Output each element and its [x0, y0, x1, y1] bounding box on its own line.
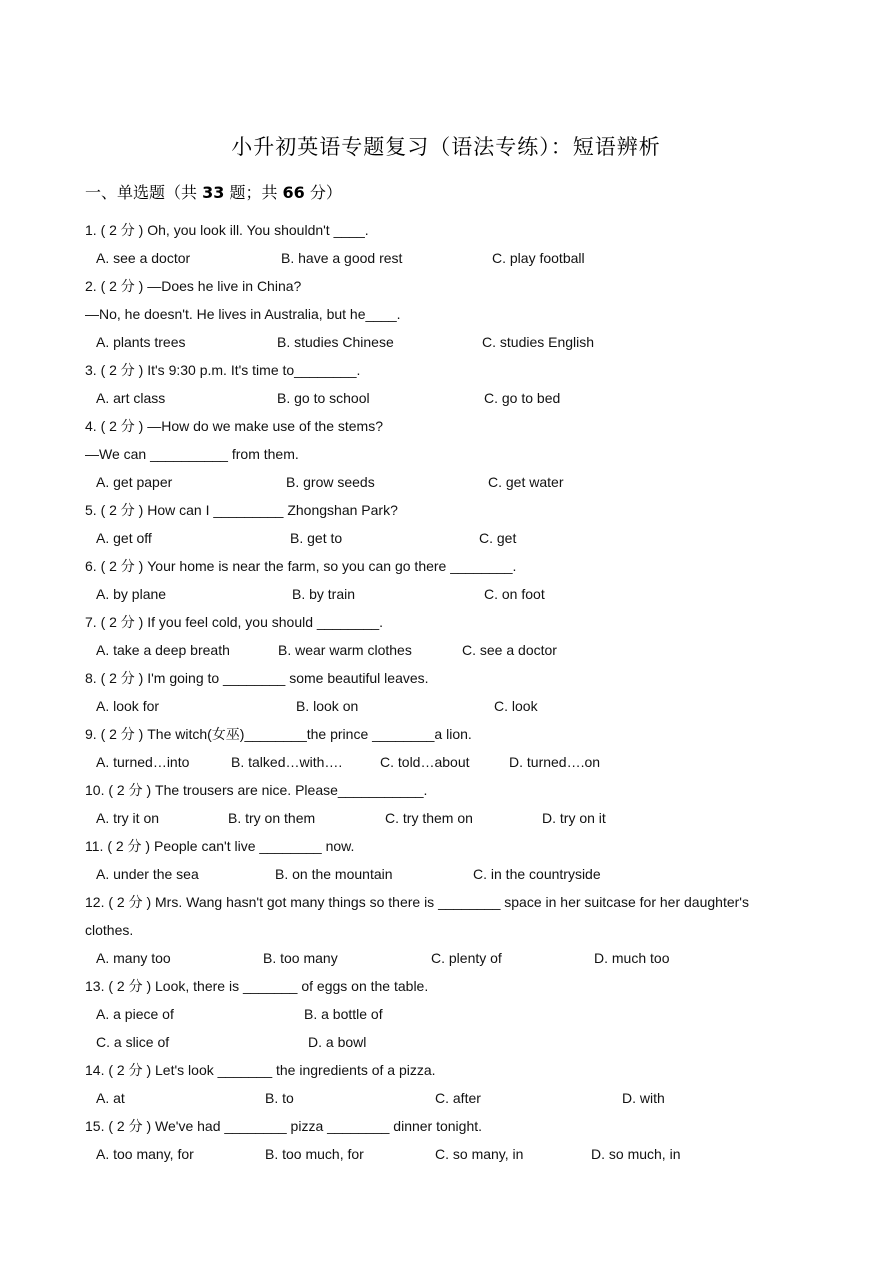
question-1-option-a: A. see a doctor [96, 250, 191, 266]
question-12-stem: 12. ( 2 分 ) Mrs. Wang hasn't got many things so there is ________ space in her suitcase for her daughter's [85, 894, 749, 910]
question-6-options [96, 585, 856, 603]
question-14-options [96, 1089, 856, 1107]
question-10-option-b: B. try on them [228, 810, 316, 826]
question-14-option-d: D. with [622, 1090, 665, 1106]
question-5-option-b: B. get to [290, 530, 343, 546]
section-heading: 一、单选题（共 33 题；共 66 分） [85, 183, 342, 202]
question-11-option-a: A. under the sea [96, 866, 199, 882]
question-2-option-c: C. studies English [482, 334, 595, 350]
question-13-option-b: B. a bottle of [304, 1006, 383, 1022]
question-11-option-c: C. in the countryside [473, 866, 601, 882]
question-14-stem: 14. ( 2 分 ) Let's look _______ the ingredients of a pizza. [85, 1062, 436, 1078]
question-13-options-row-2 [96, 1033, 856, 1051]
question-10-option-c: C. try them on [385, 810, 473, 826]
question-6-option-a: A. by plane [96, 586, 167, 602]
question-4-option-a: A. get paper [96, 474, 173, 490]
question-14-option-c: C. after [435, 1090, 481, 1106]
question-7-option-b: B. wear warm clothes [278, 642, 412, 658]
question-2-options [96, 333, 856, 351]
question-7-stem: 7. ( 2 分 ) If you feel cold, you should ________. [85, 614, 384, 630]
question-9-option-b: B. talked…with…. [231, 754, 343, 770]
question-15-option-d: D. so much, in [591, 1146, 681, 1162]
question-5-option-c: C. get [479, 530, 517, 546]
question-2-option-a: A. plants trees [96, 334, 186, 350]
question-13-option-a: A. a piece of [96, 1006, 174, 1022]
question-13-option-c: C. a slice of [96, 1034, 170, 1050]
question-3-options [96, 389, 856, 407]
question-14-option-a: A. at [96, 1090, 125, 1106]
question-14-option-b: B. to [265, 1090, 294, 1106]
page-title: 小升初英语专题复习（语法专练）：短语辨析 [231, 135, 661, 159]
question-12-option-c: C. plenty of [431, 950, 502, 966]
question-1-option-c: C. play football [492, 250, 585, 266]
question-10-option-a: A. try it on [96, 810, 160, 826]
question-1-stem: 1. ( 2 分 ) Oh, you look ill. You shouldn't ____. [85, 222, 369, 238]
question-8-option-c: C. look [494, 698, 538, 714]
question-9-option-c: C. told…about [380, 754, 470, 770]
question-7-options [96, 641, 856, 659]
question-11-options [96, 865, 856, 883]
question-12-option-a: A. many too [96, 950, 171, 966]
question-9-option-d: D. turned….on [509, 754, 601, 770]
question-8-options [96, 697, 856, 715]
question-7-option-c: C. see a doctor [462, 642, 557, 658]
question-12-option-d: D. much too [594, 950, 670, 966]
question-9-stem: 9. ( 2 分 ) The witch(女巫)________the prince ________a lion. [85, 726, 472, 742]
question-5-options [96, 529, 856, 547]
question-5-option-a: A. get off [96, 530, 152, 546]
question-12-stem-line-2: clothes. [85, 922, 134, 938]
question-3-option-c: C. go to bed [484, 390, 561, 406]
question-13-stem: 13. ( 2 分 ) Look, there is _______ of eggs on the table. [85, 978, 429, 994]
question-4-option-c: C. get water [488, 474, 564, 490]
question-8-option-a: A. look for [96, 698, 160, 714]
question-4-option-b: B. grow seeds [286, 474, 375, 490]
question-1-options [96, 249, 856, 267]
question-8-stem: 8. ( 2 分 ) I'm going to ________ some beautiful leaves. [85, 670, 429, 686]
question-13-options-row-1 [96, 1005, 856, 1023]
question-6-option-c: C. on foot [484, 586, 545, 602]
question-12-option-b: B. too many [263, 950, 338, 966]
question-8-option-b: B. look on [296, 698, 359, 714]
question-6-stem: 6. ( 2 分 ) Your home is near the farm, so you can go there ________. [85, 558, 517, 574]
question-11-stem: 11. ( 2 分 ) People can't live ________ now. [85, 838, 355, 854]
question-2-stem: 2. ( 2 分 ) —Does he live in China? [85, 278, 302, 294]
question-5-stem: 5. ( 2 分 ) How can I _________ Zhongshan Park? [85, 502, 398, 518]
question-2-stem-line-2: —No, he doesn't. He lives in Australia, but he____. [85, 306, 401, 322]
question-15-stem: 15. ( 2 分 ) We've had ________ pizza ________ dinner tonight. [85, 1118, 483, 1134]
question-1-option-b: B. have a good rest [281, 250, 403, 266]
question-4-options [96, 473, 856, 491]
question-15-options [96, 1145, 856, 1163]
question-10-option-d: D. try on it [542, 810, 606, 826]
question-3-option-a: A. art class [96, 390, 166, 406]
question-15-option-a: A. too many, for [96, 1146, 194, 1162]
question-2-option-b: B. studies Chinese [277, 334, 394, 350]
question-3-stem: 3. ( 2 分 ) It's 9:30 p.m. It's time to________. [85, 362, 361, 378]
question-13-option-d: D. a bowl [308, 1034, 367, 1050]
question-11-option-b: B. on the mountain [275, 866, 393, 882]
question-15-option-c: C. so many, in [435, 1146, 524, 1162]
question-3-option-b: B. go to school [277, 390, 370, 406]
question-4-stem-line-2: —We can __________ from them. [85, 446, 299, 462]
question-6-option-b: B. by train [292, 586, 356, 602]
question-12-options [96, 949, 856, 967]
question-10-options [96, 809, 856, 827]
question-10-stem: 10. ( 2 分 ) The trousers are nice. Please___________. [85, 782, 428, 798]
question-15-option-b: B. too much, for [265, 1146, 364, 1162]
question-9-option-a: A. turned…into [96, 754, 190, 770]
question-7-option-a: A. take a deep breath [96, 642, 230, 658]
question-9-options [96, 753, 856, 771]
question-4-stem: 4. ( 2 分 ) —How do we make use of the stems? [85, 418, 384, 434]
